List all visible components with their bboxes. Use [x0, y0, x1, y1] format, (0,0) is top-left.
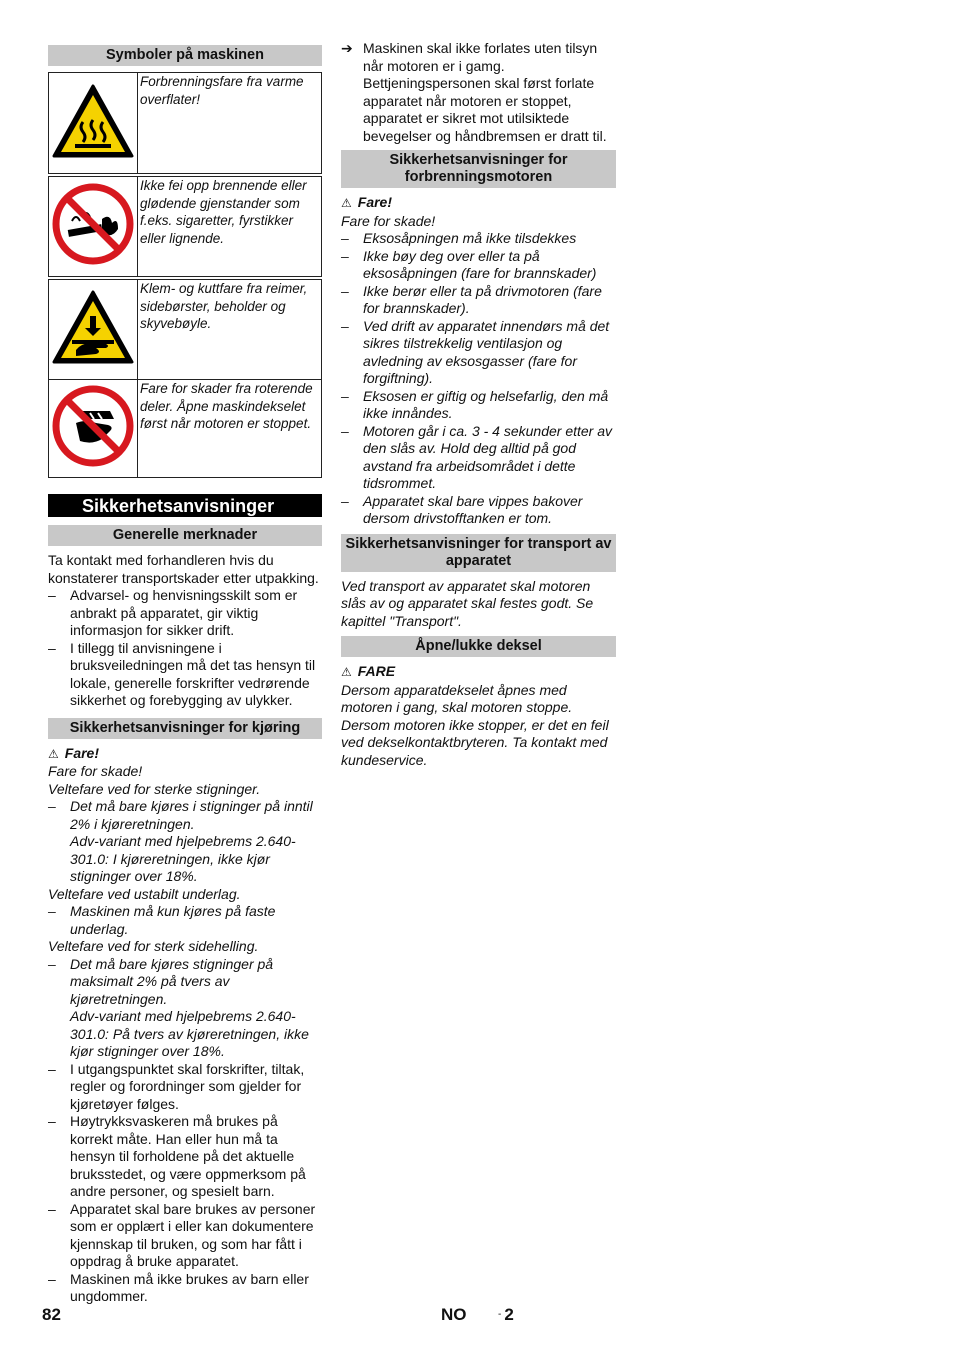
- transport-text: Ved transport av apparatet skal motoren slås av og apparatet skal festes godt. Se kapittel "Transport".: [341, 577, 594, 629]
- general-heading: Generelle merknader: [48, 525, 322, 546]
- language-code: NO: [441, 1305, 467, 1324]
- driving-heading: Sikkerhetsanvisninger for kjøring: [48, 718, 322, 739]
- arrow-item: ➔ Maskinen skal ikke forlates uten tilsyn når motoren er i gamg. Bettjeningspersonen skal først forlate apparatet når motoren er stoppet, apparatet er sikret mot utilsiktede bevegelser og håndbremsen er dratt til.: [341, 40, 607, 144]
- list-item: – Apparatet skal bare brukes av personer som er opplært i eller kan dokumentere kjennskap til bruken, og som har fått i oppdrag å bruke apparatet.: [48, 1201, 322, 1271]
- list-item: – I utgangspunktet skal forskrifter, tiltak, regler og forordninger som gjelder for kjøretøyer følges.: [48, 1061, 322, 1114]
- symbol-text: Forbrenningsfare fra varme overflater!: [138, 73, 322, 174]
- driving-warning: ⚠ Fare!: [48, 744, 99, 761]
- list-item: – Maskinen må kun kjøres på faste underlag.: [48, 903, 322, 938]
- tip-slope: Veltefare ved for sterke stigninger.: [48, 780, 261, 797]
- page-number: 82: [42, 1305, 61, 1324]
- list-item: – Advarsel- og henvisningsskilt som er anbrakt på apparatet, gir viktig informasjon for sikker drift.: [48, 587, 322, 640]
- hot-surface-warning-icon: [50, 82, 136, 160]
- engine-danger: Fare for skade!: [341, 212, 436, 229]
- crush-hand-warning-icon: [50, 288, 136, 366]
- list-item: – Ved drift av apparatet innendørs må det sikres tilstrekkelig ventilasjon og avledning av eksosgasser (fare for forgiftning).: [341, 318, 616, 388]
- symbol-row: [49, 73, 322, 174]
- list-item: – Apparatet skal bare vippes bakover dersom drivstofftanken er tom.: [341, 493, 616, 528]
- warning-triangle-icon: ⚠: [48, 746, 59, 761]
- no-burning-objects-prohibition-icon: [52, 183, 134, 265]
- general-list: [48, 587, 322, 710]
- list-item: – Eksosåpningen må ikke tilsdekkes: [341, 230, 616, 248]
- arrow-icon: ➔: [341, 40, 353, 56]
- left-column: [48, 40, 322, 1306]
- tip-side-italic-list: [48, 956, 322, 1061]
- symbol-text: Klem- og kuttfare fra reimer, sidebørster, beholder og skyvebøyle.: [138, 280, 322, 380]
- no-reaching-rotating-parts-prohibition-icon: [52, 385, 134, 467]
- main-heading: Sikkerhetsanvisninger: [48, 494, 322, 517]
- tip-slope-list: [48, 798, 322, 886]
- list-item: – Det må bare kjøres stigninger på maksimalt 2% på tvers av kjøretretningen. Adv-variant med hjelpebrems 2.640-301.0: På tvers av kjøreretningen, ikke kjør stigninger over 18%.: [48, 956, 322, 1061]
- symbols-table: [48, 72, 322, 478]
- language-page-number: - 2: [498, 1305, 514, 1324]
- list-item: – Høytrykksvaskeren må brukes på korrekt måte. Han eller hun må ta hensyn til forholdene på det aktuelle bruksstedet, og være oppmerksom på andre personer, og spesielt barn.: [48, 1113, 322, 1201]
- right-column: [341, 40, 616, 769]
- list-item: – Det må bare kjøres i stigninger på inntil 2% i kjøreretningen. Adv-variant med hjelpebrems 2.640-301.0: I kjøreretningen, ikke kjør stigninger over 18%.: [48, 798, 322, 886]
- warning-triangle-icon: ⚠: [341, 196, 352, 210]
- general-intro: Ta kontakt med forhandleren hvis du konstaterer transportskader etter utpakking.: [48, 552, 319, 586]
- symbols-heading: Symboler på maskinen: [48, 45, 322, 66]
- tip-ground-list: [48, 903, 322, 938]
- tip-ground: Veltefare ved ustabilt underlag.: [48, 885, 241, 902]
- list-item: – Eksosen er giftig og helsefarlig, den må ikke innåndes.: [341, 388, 616, 423]
- engine-heading: Sikkerhetsanvisninger for forbrenningsmotoren: [341, 150, 616, 188]
- list-item: – Ikke berør eller ta på drivmotoren (fare for brannskader).: [341, 283, 616, 318]
- transport-heading: Sikkerhetsanvisninger for transport av apparatet: [341, 534, 616, 572]
- warning-triangle-icon: ⚠: [341, 665, 352, 679]
- tip-side: Veltefare ved for sterk sidehelling.: [48, 938, 259, 954]
- list-item: – Motoren går i ca. 3 - 4 sekunder etter av den slås av. Hold deg alltid på god avstand fra arbeidsområdet i dette tidsrommet.: [341, 423, 616, 493]
- list-item: – I tillegg til anvisningene i bruksveiledningen må det tas hensyn til lokale, generelle forskrifter vedrørende sikkerhet og forebygging av ulykker.: [48, 640, 322, 710]
- cover-heading: Åpne/lukke deksel: [341, 636, 616, 657]
- symbol-text: Fare for skader fra roterende deler. Åpne maskindekselet først når motoren er stoppet.: [138, 380, 322, 478]
- list-item: – Ikke bøy deg over eller ta på eksosåpningen (fare for brannskader): [341, 248, 616, 283]
- symbol-text: Ikke fei opp brennende eller glødende gjenstander som f.eks. sigaretter, fyrstikker eller lignende.: [138, 177, 322, 277]
- symbol-row: [49, 380, 322, 478]
- cover-warning: ⚠ FARE: [341, 663, 396, 679]
- symbol-row: [49, 177, 322, 277]
- engine-list: [341, 230, 616, 528]
- cover-text: Dersom apparatdekselet åpnes med motoren i gang, skal motoren stoppe. Dersom motoren ikke stopper, er det en feil ved dekselkontaktbryteren. Ta kontakt med kundeservice.: [341, 681, 609, 768]
- tip-side-list: [48, 1061, 322, 1306]
- list-item: – Maskinen må ikke brukes av barn eller ungdommer.: [48, 1271, 322, 1306]
- driving-danger: Fare for skade!: [48, 763, 143, 779]
- engine-warning: ⚠ Fare!: [341, 194, 392, 210]
- symbol-row: [49, 280, 322, 380]
